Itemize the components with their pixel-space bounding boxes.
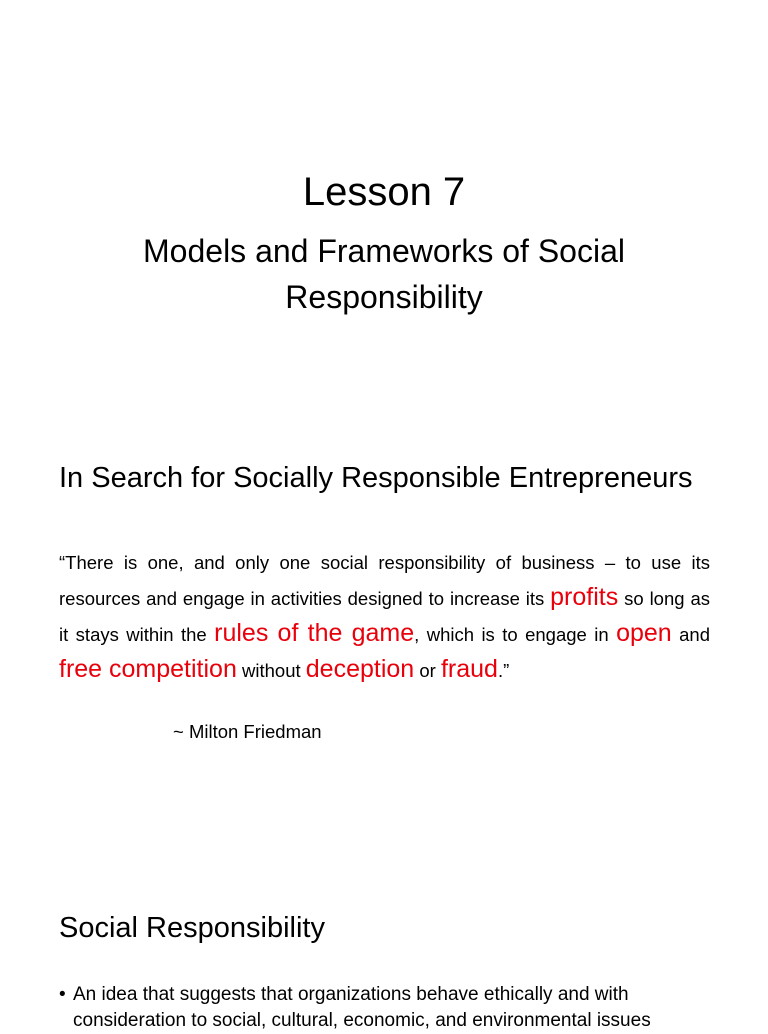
quote-highlight-free-competition: free competition xyxy=(59,655,237,683)
list-item: • An idea that suggests that organizations behave ethically and with consideration to social, cultural, economic, and environmental issues xyxy=(59,982,709,1034)
quote-highlight-profits: profits xyxy=(550,583,619,611)
quote-highlight-open: open xyxy=(616,619,672,647)
quote-text: or xyxy=(414,660,441,681)
quote-attribution: ~ Milton Friedman xyxy=(173,721,322,742)
quote-text: .” xyxy=(497,660,510,681)
quote-text: without xyxy=(236,660,306,681)
quote-highlight-deception: deception xyxy=(305,655,415,683)
title-slide xyxy=(0,0,768,420)
quote-text: and xyxy=(671,624,710,645)
friedman-quote xyxy=(59,546,710,688)
bullet-list xyxy=(59,982,709,1034)
quote-text: , which is to engage in xyxy=(414,624,617,645)
quote-slide xyxy=(0,420,768,840)
lesson-subtitle: Models and Frameworks of Social Responsibility xyxy=(143,233,625,315)
quote-text: so long as it stays within the xyxy=(59,588,710,645)
quote-slide-heading: In Search for Socially Responsible Entrepreneurs xyxy=(59,462,693,494)
lesson-title: Lesson 7 xyxy=(302,170,466,214)
social-responsibility-slide xyxy=(0,840,768,1031)
quote-text: “There is one, and only one social responsibility of business – to use its resources and engage in activities designed to increase its xyxy=(59,552,710,609)
quote-highlight-fraud: fraud xyxy=(440,655,498,683)
social-slide-heading: Social Responsibility xyxy=(59,912,325,944)
quote-highlight-rules: rules of the game xyxy=(214,619,415,647)
